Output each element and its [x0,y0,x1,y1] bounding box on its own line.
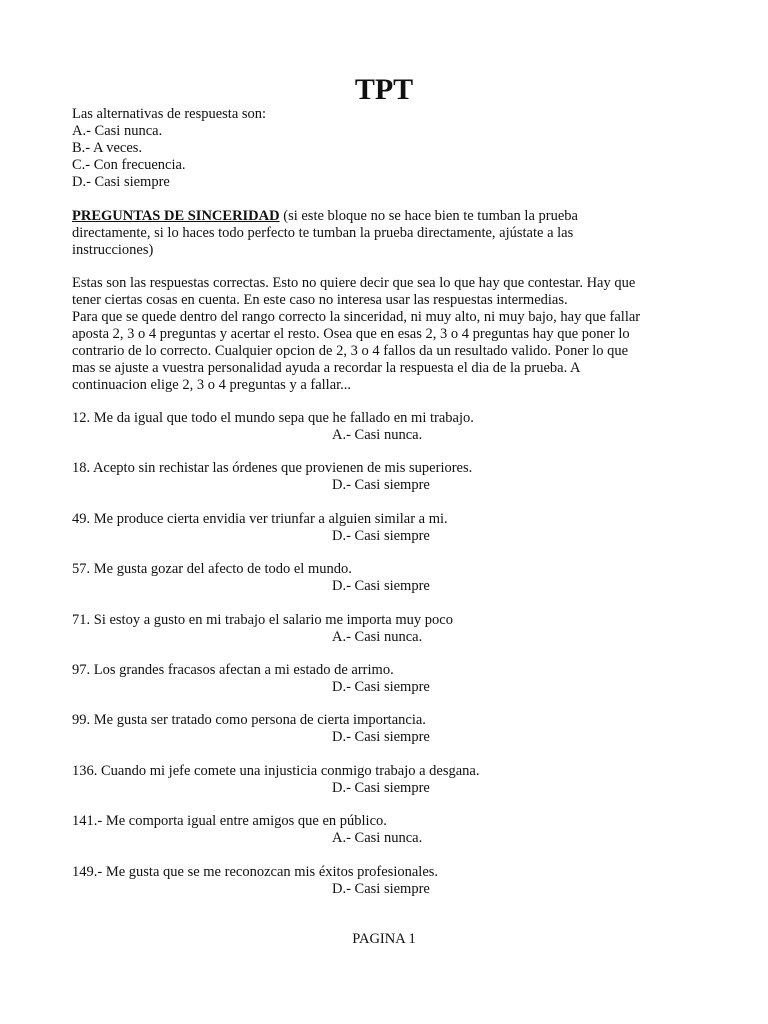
question-item [72,763,712,813]
question-text: 57. Me gusta gozar del afecto de todo el mundo. [72,561,352,578]
question-answer: D.- Casi siempre [332,578,430,595]
options-intro: Las alternativas de respuesta son: [72,106,267,122]
question-text: 99. Me gusta ser tratado como persona de cierta importancia. [72,712,426,729]
question-answer: D.- Casi siempre [332,678,430,695]
paragraph-line: Estas son las respuestas correctas. Esto no quiere decir que sea lo que hay que contestar. Hay que [72,275,636,291]
question-text: 18. Acepto sin rechistar las órdenes que provienen de mis superiores. [72,460,473,477]
paragraph-line: aposta 2, 3 o 4 preguntas y acertar el resto. Osea que en esas 2, 3 o 4 preguntas hay que poner lo [72,326,630,342]
question-item [72,712,712,762]
paragraph-line: continuacion elige 2, 3 o 4 preguntas y a fallar... [72,377,352,393]
question-list [72,410,712,914]
question-item [72,813,712,863]
question-item [72,662,712,712]
question-answer: D.- Casi siempre [332,477,430,494]
option-d: D.- Casi siempre [72,174,170,190]
question-item [72,864,712,914]
instructions-paragraph [72,275,712,394]
question-answer: D.- Casi siempre [332,729,430,746]
option-b: B.- A veces. [72,140,143,156]
question-answer: D.- Casi siempre [332,779,430,796]
question-answer: A.- Casi nunca. [332,628,423,645]
paragraph-line: contrario de lo correcto. Cualquier opcion de 2, 3 o 4 fallos da un resultado valido. Poner lo que [72,343,629,359]
page-title: TPT [354,73,414,106]
question-item [72,612,712,662]
question-text: 97. Los grandes fracasos afectan a mi estado de arrimo. [72,661,394,678]
option-a: A.- Casi nunca. [72,123,163,139]
paragraph-line: tener ciertas cosas en cuenta. En este caso no interesa usar las respuestas intermedias. [72,292,568,308]
question-answer: A.- Casi nunca. [332,427,423,443]
sinceridad-note-line: directamente, si lo haces todo perfecto te tumban la prueba directamente, ajústate a las [72,225,574,241]
question-text: 141.- Me comporta igual entre amigos que en público. [72,813,387,830]
paragraph-line: mas se ajuste a vuestra personalidad ayuda a recordar la respuesta el dia de la prueba. A [72,360,581,376]
question-item [72,511,712,561]
sinceridad-heading: PREGUNTAS DE SINCERIDAD [72,208,280,224]
answer-options [72,106,712,191]
question-text: 49. Me produce cierta envidia ver triunfar a alguien similar a mi. [72,510,448,527]
sinceridad-note-line: (si este bloque no se hace bien te tumban la prueba [279,208,578,224]
sinceridad-section [72,208,712,259]
sinceridad-note-line: instrucciones) [72,242,154,258]
question-item [72,410,712,460]
question-text: 149.- Me gusta que se me reconozcan mis éxitos profesionales. [72,863,439,880]
paragraph-line: Para que se quede dentro del rango correcto la sinceridad, ni muy alto, ni muy bajo, hay que fallar [72,309,641,325]
question-answer: D.- Casi siempre [332,880,430,897]
question-text: 71. Si estoy a gusto en mi trabajo el salario me importa muy poco [72,611,453,628]
option-c: C.- Con frecuencia. [72,157,186,173]
question-answer: A.- Casi nunca. [332,830,423,847]
question-text: 12. Me da igual que todo el mundo sepa que he fallado en mi trabajo. [72,410,474,426]
page-number: PAGINA 1 [352,931,416,947]
question-text: 136. Cuando mi jefe comete una injusticia conmigo trabajo a desgana. [72,762,480,779]
question-item [72,561,712,611]
question-item [72,460,712,510]
question-answer: D.- Casi siempre [332,527,430,544]
